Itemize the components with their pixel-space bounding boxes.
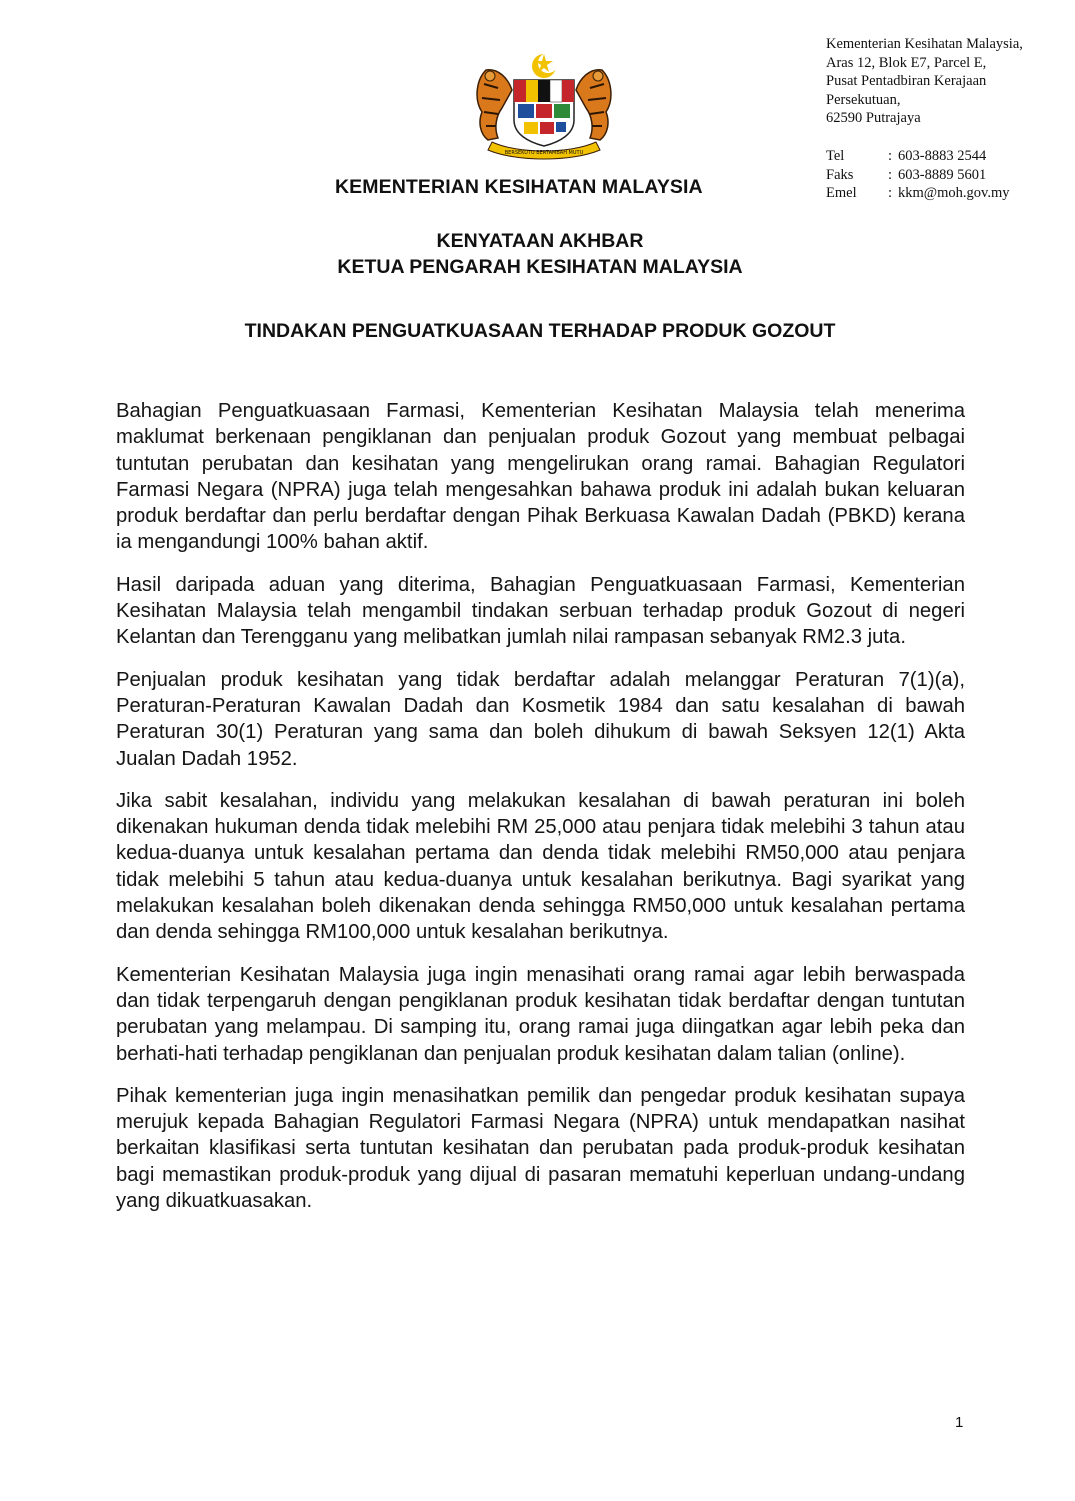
contact-value: 603-8889 5601	[898, 166, 987, 183]
contact-separator: :	[888, 185, 893, 202]
contact-label: Faks	[826, 166, 854, 183]
malaysia-coat-of-arms-icon	[468, 50, 620, 162]
crest-motto: BERSEKUTU BERTAMBAH MUTU	[504, 150, 584, 156]
body-paragraph: Jika sabit kesalahan, individu yang melakukan kesalahan di bawah peraturan ini boleh dikenakan hukuman denda tidak melebihi RM 25,000 atau penjara tidak melebihi 3 tahun atau kedua-duanya untuk kesalahan pertama dan denda tidak melebihi RM50,000 atau penjara tidak melebihi 5 tahun atau kedua-duanya untuk kesalahan berikutnya. Bagi syarikat yang melakukan kesalahan boleh dikenakan denda sehingga RM50,000 untuk kesalahan pertama dan denda sehingga RM100,000 untuk kesalahan berikutnya.	[116, 789, 965, 944]
address-line: Pusat Pentadbiran Kerajaan	[826, 73, 987, 90]
body-paragraph: Hasil daripada aduan yang diterima, Bahagian Penguatkuasaan Farmasi, Kementerian Kesihatan Malaysia telah mengambil tindakan serbuan terhadap produk Gozout di negeri Kelantan dan Terengganu yang melibatkan jumlah nilai rampasan sebanyak RM2.3 juta.	[116, 573, 965, 649]
address-line: Persekutuan,	[826, 91, 901, 108]
contact-label: Tel	[826, 148, 845, 164]
body-paragraph: Bahagian Penguatkuasaan Farmasi, Kementerian Kesihatan Malaysia telah menerima maklumat berkenaan pengiklanan dan penjualan produk Gozout yang membuat pelbagai tuntutan perubatan dan kesihatan yang mengelirukan orang ramai. Bahagian Regulatori Farmasi Negara (NPRA) juga telah mengesahkan bahawa produk ini adalah bukan keluaran produk berdaftar dan perlu berdaftar dengan Pihak Berkuasa Kawalan Dadah (PBKD) kerana ia mengandungi 100% bahan aktif.	[116, 400, 965, 554]
contact-value: 603-8883 2544	[898, 148, 987, 164]
contact-value: kkm@moh.gov.my	[898, 185, 1010, 202]
page-number: 1	[955, 1414, 964, 1431]
address-line: Kementerian Kesihatan Malaysia,	[826, 36, 1023, 52]
body-paragraph: Kementerian Kesihatan Malaysia juga ingin menasihati orang ramai agar lebih berwaspada dan tidak terpengaruh dengan pengiklanan produk kesihatan tidak berdaftar dengan tuntutan perubatan yang melampau. Di samping itu, orang ramai juga diingatkan agar lebih peka dan berhati-hati terhadap pengiklanan dan penjualan produk kesihatan dalam talian (online).	[116, 963, 965, 1065]
body-paragraph: Pihak kementerian juga ingin menasihatkan pemilik dan pengedar produk kesihatan supaya merujuk kepada Bahagian Regulatori Farmasi Negara (NPRA) untuk mendapatkan nasihat berkaitan klasifikasi serta tuntutan kesihatan dan perubatan pada produk-produk kesihatan bagi memastikan produk-produk yang dijual di pasaran mematuhi keperluan undang-undang yang dikuatkuasakan.	[116, 1084, 965, 1213]
press-release-subject: TINDAKAN PENGUATKUASAAN TERHADAP PRODUK GOZOUT	[244, 320, 836, 342]
ministry-address	[826, 35, 1066, 128]
address-line: 62590 Putrajaya	[826, 110, 921, 127]
contact-email	[826, 184, 1066, 203]
contact-separator: :	[888, 148, 893, 164]
contact-phone	[826, 147, 1066, 166]
press-release-title: KENYATAAN AKHBAR	[436, 230, 644, 252]
contact-fax	[826, 166, 1066, 185]
contact-label: Emel	[826, 185, 857, 202]
address-line: Aras 12, Blok E7, Parcel E,	[826, 54, 987, 71]
ministry-name: KEMENTERIAN KESIHATAN MALAYSIA	[335, 176, 703, 198]
contact-separator: :	[888, 166, 893, 183]
body-paragraph: Penjualan produk kesihatan yang tidak berdaftar adalah melanggar Peraturan 7(1)(a), Peraturan-Peraturan Kawalan Dadah dan Kosmetik 1984 dan satu kesalahan di bawah Peraturan 30(1) Peraturan yang sama dan boleh dihukum di bawah Seksyen 12(1) Akta Jualan Dadah 1952.	[116, 668, 965, 770]
press-release-issuer: KETUA PENGARAH KESIHATAN MALAYSIA	[337, 256, 743, 278]
press-release-body	[116, 398, 965, 1230]
contact-info	[826, 147, 1066, 203]
